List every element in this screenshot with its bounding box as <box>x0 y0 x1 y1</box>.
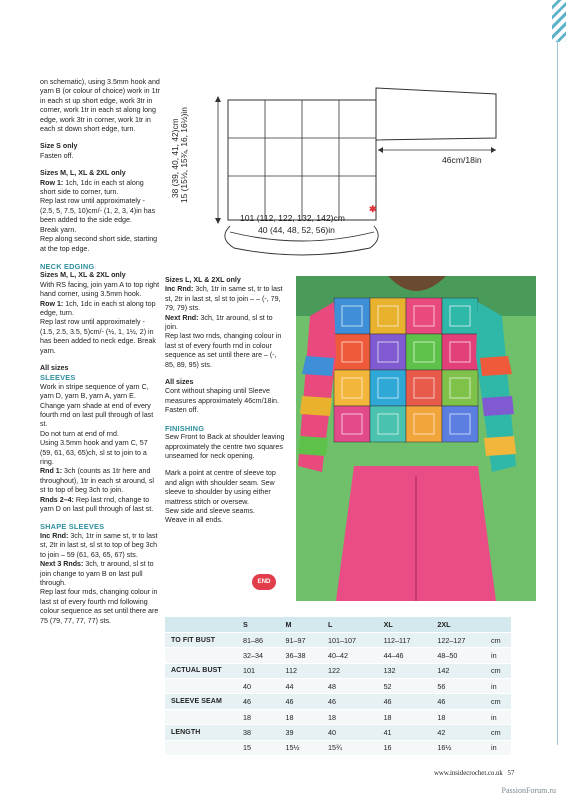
size-header-cell: S <box>237 617 280 632</box>
step-label: Row 1: <box>40 299 64 308</box>
measurement-label: TO FIT BUST <box>165 632 237 647</box>
instruction-step <box>40 560 160 588</box>
spacer <box>165 461 287 469</box>
measurement-value: 42 <box>431 725 487 740</box>
size-table-header <box>165 617 511 632</box>
measurement-value: 32–34 <box>237 648 280 663</box>
measurement-value: 52 <box>378 679 432 694</box>
section-heading: NECK EDGING <box>40 261 95 271</box>
instructions-column-middle <box>165 276 287 526</box>
step-text: 3ch, tr around, sl st to join change to yarn B on last pull through. <box>40 560 154 587</box>
step-label: Row 1: <box>40 178 64 187</box>
measurement-label <box>165 648 237 663</box>
measurement-value: 112 <box>280 663 323 678</box>
measurement-value: 18 <box>280 709 323 724</box>
instruction-step <box>40 179 160 198</box>
spacer <box>40 356 160 364</box>
measurement-unit: cm <box>487 632 511 647</box>
instruction-text: Fasten off. <box>165 406 199 415</box>
measurement-unit: cm <box>487 663 511 678</box>
step-text: 1ch, 1dc in each st along top edge, turn. <box>40 299 156 317</box>
instruction-text: on schematic), using 3.5mm hook and yarn B (or colour of choice) work in 1tr in each st up short edge, work 3tr in corner, work 1tr in each st along long edge, work 3tr in corner, work 1tr in each st down short edge, turn. <box>40 78 160 134</box>
instruction-text: Using 3.5mm hook and yarn C, 57 (59, 61, 63, 65)ch, sl st to join to a ring. <box>40 439 148 467</box>
instruction-text: Do not turn at end of rnd. <box>40 429 119 438</box>
step-label: Rnds 2–4: <box>40 495 74 504</box>
measurement-value: 46 <box>378 694 432 709</box>
step-text: 1ch, 1dc in each st along short side to corner, turn. <box>40 178 144 197</box>
measurement-value: 40–42 <box>322 648 378 663</box>
watermark: PassionForum.ru <box>501 786 556 795</box>
instruction-text: Rep along second short side, starting at the top edge. <box>40 235 158 253</box>
spacer <box>40 514 160 522</box>
measurement-value: 48 <box>322 679 378 694</box>
measurement-value: 46 <box>431 694 487 709</box>
measurement-label <box>165 709 237 724</box>
section-heading: SHAPE SLEEVES <box>40 522 105 532</box>
table-row <box>165 679 511 694</box>
instruction-step <box>40 467 160 495</box>
section-heading: SLEEVES <box>40 373 76 383</box>
schematic-width-cm: 101 (112, 122, 132, 142)cm <box>240 213 345 223</box>
instruction-step <box>40 300 160 319</box>
step-text: 3ch, 1tr in same st, tr to last st, 2tr in last st, sl st to join – – (-, 79, 79, 79) sts. <box>165 285 283 313</box>
measurement-label: ACTUAL BUST <box>165 663 237 678</box>
measurement-value: 15½ <box>280 740 323 755</box>
measurement-unit: in <box>487 740 511 755</box>
measurement-value: 44–46 <box>378 648 432 663</box>
measurement-label: LENGTH <box>165 725 237 740</box>
measurement-value: 81–86 <box>237 632 280 647</box>
size-header-cell <box>165 617 237 632</box>
instruction-step <box>40 496 160 515</box>
size-header-cell: 2XL <box>431 617 487 632</box>
size-header-cell <box>487 617 511 632</box>
measurement-value: 44 <box>280 679 323 694</box>
measurement-value: 16½ <box>431 740 487 755</box>
measurement-value: 46 <box>280 694 323 709</box>
measurement-value: 112–117 <box>378 632 432 647</box>
table-row <box>165 725 511 740</box>
size-header-cell: XL <box>378 617 432 632</box>
step-label: Next Rnd: <box>165 313 199 322</box>
measurement-value: 132 <box>378 663 432 678</box>
size-subheading: Size S only <box>40 142 78 151</box>
section-heading: FINISHING <box>165 423 205 433</box>
measurement-value: 101 <box>237 663 280 678</box>
spacer <box>40 254 160 262</box>
model-photo <box>296 276 536 601</box>
end-badge: END <box>252 574 276 590</box>
schematic-sleeve-length: 46cm/18in <box>442 155 482 165</box>
measurement-value: 40 <box>322 725 378 740</box>
instructions-column-left <box>40 78 160 626</box>
instruction-text: Rep last two rnds, changing colour in last st of every fourth rnd in colour sequence as set until there are – (-, 85, 89, 95) sts. <box>165 332 282 369</box>
step-label: Inc Rnd: <box>165 285 194 294</box>
measurement-value: 36–38 <box>280 648 323 663</box>
instruction-text: With RS facing, join yarn A to top right hand corner, using 3.5mm hook. <box>40 280 160 299</box>
instruction-text: Mark a point at centre of sleeve top and align with shoulder seam. Sew sleeve to shoulder by using either mattress stitch or oversew. <box>165 469 276 506</box>
table-row <box>165 709 511 724</box>
instruction-text: Sew side and sleeve seams. <box>165 506 255 515</box>
measurement-value: 18 <box>431 709 487 724</box>
size-subheading: Sizes L, XL & 2XL only <box>165 276 241 284</box>
measurement-value: 15 <box>237 740 280 755</box>
step-text: 3ch (counts as 1tr here and throughout), 1tr in each st around, sl st to top of beg 3ch to join. <box>40 467 154 495</box>
measurement-label: SLEEVE SEAM <box>165 694 237 709</box>
size-header-cell: L <box>322 617 378 632</box>
measurement-unit: in <box>487 709 511 724</box>
size-subheading: All sizes <box>40 363 69 372</box>
measurement-value: 18 <box>378 709 432 724</box>
step-text: 3ch, 1tr around, sl st to join. <box>165 313 273 332</box>
measurement-value: 46 <box>237 694 280 709</box>
instruction-text: Weave in all ends. <box>165 516 223 525</box>
measurement-value: 56 <box>431 679 487 694</box>
measurement-label <box>165 740 237 755</box>
schematic-height-in: 15 (15½, 15¾, 16, 16½)in <box>179 107 189 203</box>
instruction-text: Cont without shaping until Sleeve measures approximately 46cm/18in. <box>165 387 279 405</box>
corner-stripe-decoration <box>552 0 566 42</box>
footer-site[interactable]: www.insidecrochet.co.uk <box>434 770 503 777</box>
instruction-text: Break yarn. <box>40 225 77 234</box>
measurement-value: 18 <box>237 709 280 724</box>
instruction-text: Rep last row until approximately - (2.5, 5, 7.5, 10)cm/- (1, 2, 3, 4)in has been added to the side edge. <box>40 197 156 225</box>
seam-marker-icon: ✱ <box>369 204 377 214</box>
measurement-unit: in <box>487 648 511 663</box>
instruction-text: Fasten off. <box>40 151 74 160</box>
instruction-text: Sew Front to Back at shoulder leaving approximately the centre two squares unseamed for neck opening. <box>165 433 285 460</box>
instruction-step <box>165 314 287 333</box>
page-footer <box>434 770 514 777</box>
table-row <box>165 648 511 663</box>
step-text: Rep last rnd, change to yarn D on last pull through of last st. <box>40 495 154 514</box>
schematic-width-in: 40 (44, 48, 52, 56)in <box>258 225 335 235</box>
measurement-value: 41 <box>378 725 432 740</box>
table-row <box>165 632 511 647</box>
size-table <box>165 617 511 756</box>
size-header-cell: M <box>280 617 323 632</box>
measurement-value: 46 <box>322 694 378 709</box>
measurement-value: 122–127 <box>431 632 487 647</box>
measurement-value: 122 <box>322 663 378 678</box>
size-subheading: Sizes M, L, XL & 2XL only <box>40 169 126 178</box>
size-subheading: All sizes <box>165 378 194 387</box>
schematic-height-cm: 38 (39, 40, 41, 42)cm <box>170 118 180 198</box>
measurement-value: 91–97 <box>280 632 323 647</box>
spacer <box>165 370 287 378</box>
step-label: Rnd 1: <box>40 467 63 476</box>
step-label: Next 3 Rnds: <box>40 560 84 569</box>
measurement-value: 16 <box>378 740 432 755</box>
measurement-unit: cm <box>487 725 511 740</box>
measurement-value: 15¾ <box>322 740 378 755</box>
measurement-value: 38 <box>237 725 280 740</box>
spacer <box>165 416 287 424</box>
step-label: Inc Rnd: <box>40 531 69 540</box>
measurement-unit: in <box>487 679 511 694</box>
measurement-value: 18 <box>322 709 378 724</box>
measurement-value: 142 <box>431 663 487 678</box>
instruction-step <box>165 285 287 313</box>
table-row <box>165 740 511 755</box>
instruction-step <box>40 532 160 560</box>
page-edge-line <box>557 40 558 745</box>
instruction-text: Work in stripe sequence of yarn C, yarn D, yarn B, yarn A, yarn E. Change yarn shade at end of every fourth rnd on last pull through of last st. <box>40 382 154 429</box>
measurement-value: 48–50 <box>431 648 487 663</box>
measurement-value: 39 <box>280 725 323 740</box>
measurement-value: 40 <box>237 679 280 694</box>
instruction-text: Rep last four rnds, changing colour in last st of every fourth rnd following colour sequence as set until there are 75 (79, 77, 77, 77) sts. <box>40 588 159 625</box>
measurement-value: 101–107 <box>322 632 378 647</box>
step-text: 3ch, 1tr in same st, tr to last st, 2tr in last st, sl st to top of beg 3ch to join – 59 (61, 63, 65, 67) sts. <box>40 531 158 559</box>
page-number: 57 <box>507 770 515 777</box>
garment-schematic <box>178 80 508 260</box>
table-row <box>165 663 511 678</box>
spacer <box>40 161 160 169</box>
size-subheading: Sizes M, L, XL & 2XL only <box>40 271 126 280</box>
spacer <box>40 134 160 142</box>
measurement-label <box>165 679 237 694</box>
measurement-unit: cm <box>487 694 511 709</box>
table-row <box>165 694 511 709</box>
instruction-text: Rep last row until approximately - (1.5, 2.5, 3.5, 5)cm/- (½, 1, 1½, 2) in has been added to neck edge. Break yarn. <box>40 318 156 355</box>
